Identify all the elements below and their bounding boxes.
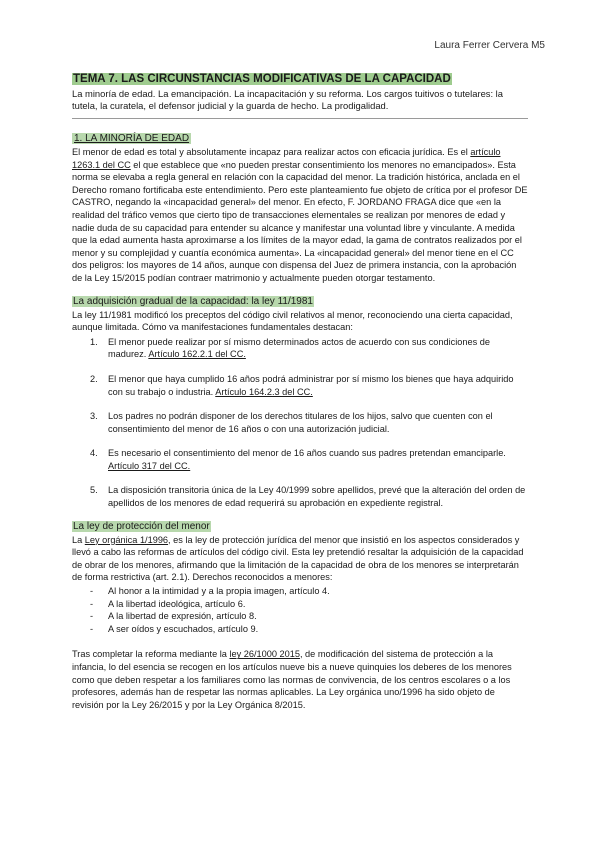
- article-link[interactable]: Artículo 164.2.3 del CC.: [215, 386, 313, 397]
- article-link[interactable]: Artículo 317 del CC.: [108, 460, 191, 471]
- law-reference-link[interactable]: ley 26/1000 2015: [229, 649, 300, 660]
- capacity-list: [72, 336, 528, 510]
- law-reference-link[interactable]: artículo 1263.1 del CC: [72, 147, 501, 170]
- list-item: 4. Es necesario el consentimiento del menor de 16 años cuando sus padres pretendan emanciparle. Artículo 317 del CC.: [90, 448, 506, 471]
- law-reference-link[interactable]: Ley orgánica 1/1996: [84, 534, 169, 545]
- list-item: 3. Los padres no podrán disponer de los derechos titulares de los hijos, salvo que cuenten con el consentimiento del menor de 16 años o con una autorización judicial.: [90, 411, 493, 434]
- list-item: - A la libertad ideológica, artículo 6.: [90, 598, 246, 609]
- section3-closing-paragraph: Tras completar la reforma mediante la ley 26/1000 2015, de modificación del sistema de protección a la infancia, lo del esencia se recogen en los artículos nueve bis a nueve quinquies los deberes de los menores como que deben respetar a los familiares como las normas de convivencia, de los centros escolares o a los profesores, además han de respetar las normas aplicables. La Ley orgánica uno/1996 ha sido objeto de revisión por la Ley 26/2015 y por la Ley Orgánica 8/2015.: [72, 649, 512, 710]
- section3-paragraph: La Ley orgánica 1/1996, es la ley de protección jurídica del menor que insistió en los aspectos considerados y llevó a cabo las reformas de artículos del código civil. Esta ley pretendió resaltar la adquisición de la capacidad de obrar de los menores, afirmando que la limitación de la capacidad de obra de los menores se interpretarán de forma restrictiva (art. 2.1). Derechos reconocidos a menores:: [72, 534, 524, 583]
- section-heading-proteccion: La ley de protección del menor: [73, 520, 210, 532]
- rights-list: [72, 585, 528, 635]
- list-item: - A ser oídos y escuchados, artículo 9.: [90, 623, 259, 634]
- list-item: 1. El menor puede realizar por sí mismo determinados actos de acuerdo con sus condiciones de madurez. Artículo 162.2.1 del CC.: [90, 336, 490, 360]
- section2-intro: La ley 11/1981 modificó los preceptos del código civil relativos al menor, reconociendo una cierta capacidad, aunque limitada. Cómo va manifestaciones fundamentales destacan:: [72, 309, 513, 333]
- title-divider: [72, 118, 528, 119]
- page-title: TEMA 7. LAS CIRCUNSTANCIAS MODIFICATIVAS DE LA CAPACIDAD: [73, 73, 451, 85]
- document-content: [72, 72, 528, 711]
- article-link[interactable]: Artículo 162.2.1 del CC.: [148, 349, 246, 360]
- page-subtitle: La minoría de edad. La emancipación. La incapacitación y su reforma. Los cargos tuitivos o tutelares: la tutela, la curatela, el defensor judicial y la guarda de hecho. La prodigalidad.: [72, 88, 503, 111]
- section-heading-minoria: 1. LA MINORÍA DE EDAD: [74, 133, 190, 144]
- list-item: 5. La disposición transitoria única de la Ley 40/1999 sobre apellidos, prevé que la alteración del orden de apellidos de los menores de edad requerirá su aprobación en expediente registral.: [90, 485, 526, 509]
- author-header: Laura Ferrer Cervera M5: [434, 40, 545, 51]
- list-item: - Al honor a la intimidad y a la propia imagen, artículo 4.: [90, 586, 330, 597]
- section-heading-adquisicion: La adquisición gradual de la capacidad: la ley 11/1981: [73, 295, 313, 307]
- list-item: - A la libertad de expresión, artículo 8.: [90, 611, 257, 622]
- section1-paragraph: El menor de edad es total y absolutamente incapaz para realizar actos con eficacia jurídica. Es el artículo 1263.1 del CC el que establece que «no pueden prestar consentimiento los menores no emancipados». Esta norma se elevaba a regla general en relación con la capacidad del menor. La tradición histórica, anclada en el Derecho romano fortificaba este entendimiento. Pero este planteamiento fue objeto de crítica por el profesor DE CASTRO, negando la «incapacidad general» del menor. En efecto, F. JORDANO FRAGA dice que «en la realidad del tráfico vemos que cierto tipo de transacciones elementales se realizan por menores de edad y nadie duda de su capacidad para entender su alcance y manifestar una voluntad libre y vinculante. A medida que la edad aumenta hasta aproximarse a los límites de la mayor edad, la gama de contratos realizados por el menor y su complejidad y cuantía económica aumenta». La «incapacidad general» del menor tiene en el CC dos peligros: los mayores de 14 años, aunque con dispensa del Juez de primera instancia, con la aprobación de la Ley 15/2015 podían contraer matrimonio y actualmente pueden otorgar testamento.: [72, 147, 528, 283]
- list-item: 2. El menor que haya cumplido 16 años podrá administrar por sí mismo los bienes que haya adquirido con su trabajo o industria. Artículo 164.2.3 del CC.: [90, 373, 514, 397]
